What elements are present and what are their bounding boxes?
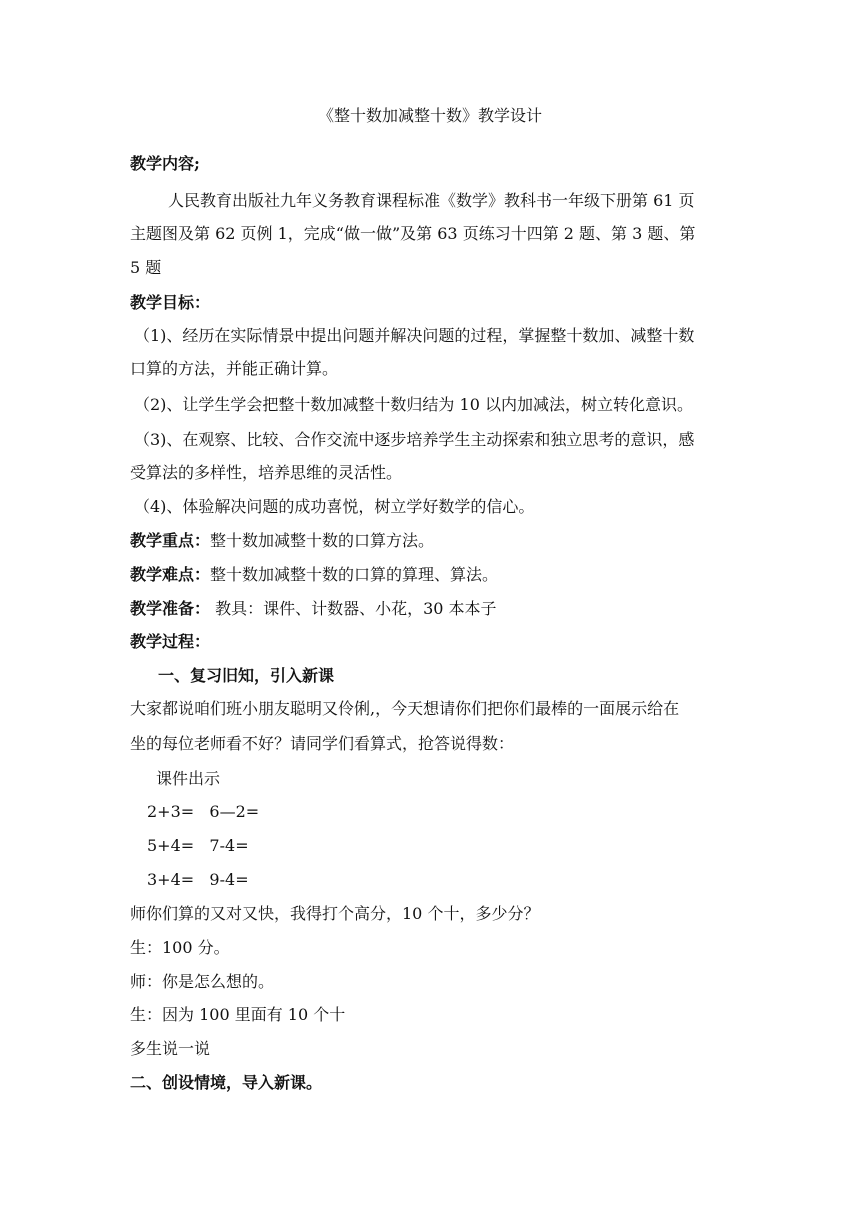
section-1-heading: 一、复习旧知，引入新课 <box>158 666 335 685</box>
difficulty-row <box>130 564 498 586</box>
equation-row-3: 3+4= 9-4= <box>147 870 249 889</box>
preparation-label: 教学准备： <box>130 599 211 618</box>
intro-line-2: 坐的每位老师看不好？请同学们看算式，抢答说得数： <box>130 734 515 753</box>
equation-row-2: 5+4= 7-4= <box>147 836 249 855</box>
document-title: 《整十数加减整十数》教学设计 <box>317 106 542 125</box>
preparation-row <box>130 598 497 620</box>
content-line-3: 5 题 <box>130 258 162 277</box>
goals-line-3: （2)、让学生学会把整十数加减整十数归结为 10 以内加减法，树立转化意识。 <box>134 395 693 414</box>
content-heading: 教学内容; <box>130 154 200 173</box>
goals-line-5: 受算法的多样性，培养思维的灵活性。 <box>130 463 403 482</box>
dialog-line-5: 多生说一说 <box>130 1039 211 1058</box>
goals-line-4: （3)、在观察、比较、合作交流中逐步培养学生主动探索和独立思考的意识，感 <box>134 430 695 449</box>
goals-line-2: 口算的方法，并能正确计算。 <box>130 359 339 378</box>
key-point-label: 教学重点： <box>130 531 211 550</box>
content-line-2: 主题图及第 62 页例 1，完成“做一做”及第 63 页练习十四第 2 题、第 3 题、第 <box>130 224 696 243</box>
difficulty-text: 整十数加减整十数的口算的算理、算法。 <box>210 565 499 584</box>
content-line-1: 人民教育出版社九年义务教育课程标准《数学》教科书一年级下册第 61 页 <box>168 191 695 210</box>
preparation-text: 教具：课件、计数器、小花，30 本本子 <box>210 599 497 618</box>
dialog-line-2: 生：100 分。 <box>130 938 230 957</box>
key-point-row <box>130 530 434 552</box>
process-heading: 教学过程： <box>130 632 211 651</box>
key-point-text: 整十数加减整十数的口算方法。 <box>210 531 435 550</box>
intro-line-1: 大家都说咱们班小朋友聪明又伶俐,，今天想请你们把你们最棒的一面展示给在 <box>130 699 680 718</box>
goals-heading: 教学目标： <box>130 293 211 312</box>
dialog-line-1: 师你们算的又对又快，我得打个高分，10 个十，多少分？ <box>130 904 540 923</box>
section-2-heading: 二、创设情境，导入新课。 <box>130 1073 323 1092</box>
equation-row-1: 2+3= 6—2= <box>147 802 260 821</box>
dialog-line-3: 师：你是怎么想的。 <box>130 972 275 991</box>
difficulty-label: 教学难点： <box>130 565 211 584</box>
goals-line-1: （1)、经历在实际情景中提出问题并解决问题的过程，掌握整十数加、减整十数 <box>134 326 695 345</box>
dialog-line-4: 生：因为 100 里面有 10 个十 <box>130 1005 346 1024</box>
courseware-label: 课件出示 <box>156 769 221 788</box>
goals-line-6: （4)、体验解决问题的成功喜悦，树立学好数学的信心。 <box>134 497 535 516</box>
